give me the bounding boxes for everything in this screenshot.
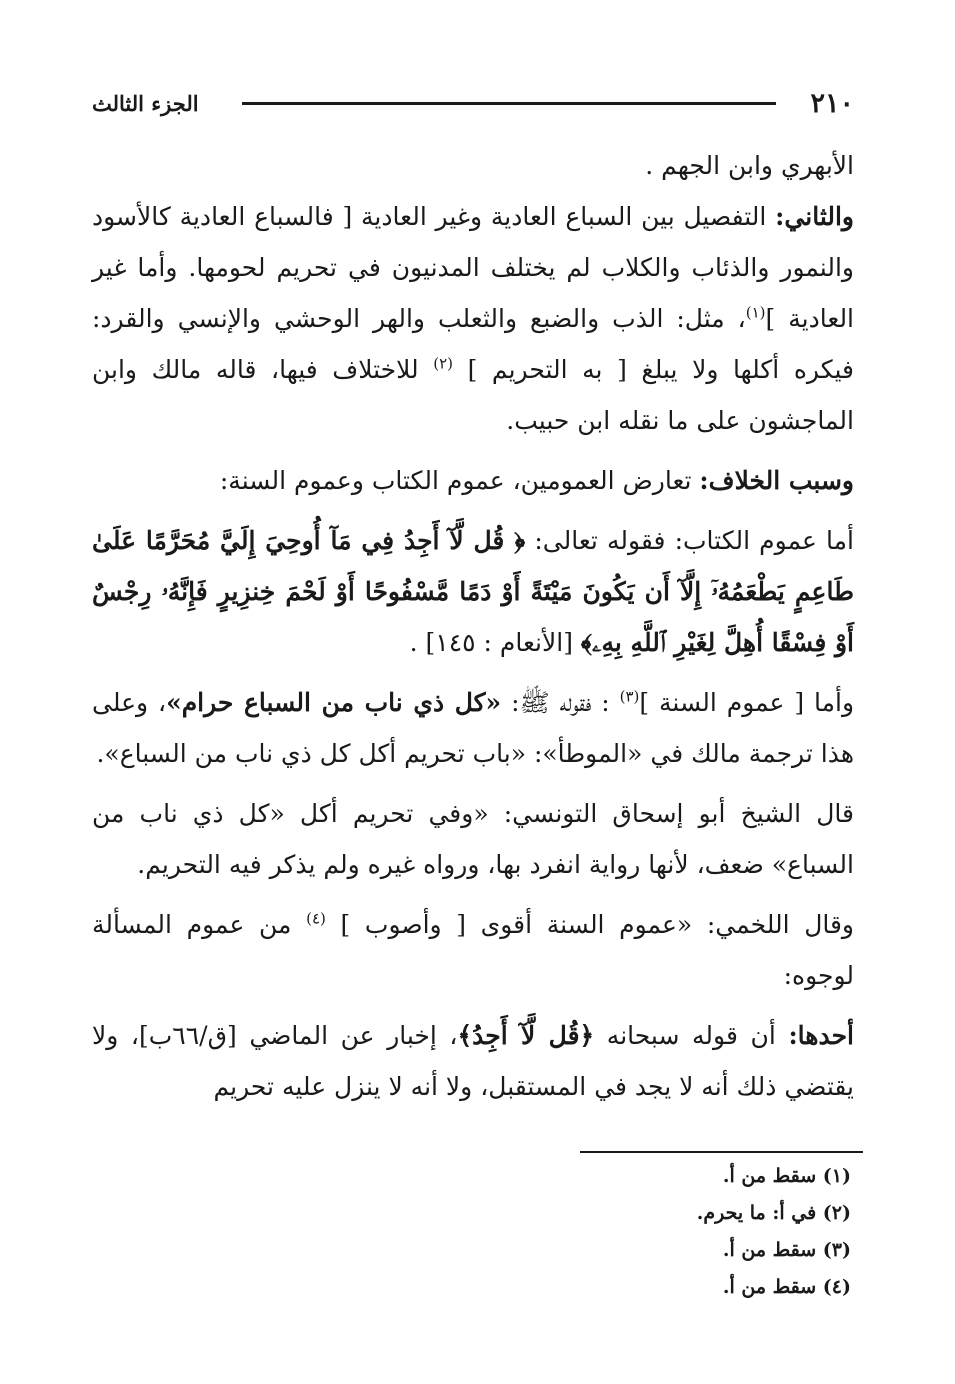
paragraph-8-lead: أحدها: [788, 1021, 854, 1050]
quran-quote-short: ﴿قُل لَّآ أَجِدُ﴾ [457, 1021, 595, 1050]
paragraph-2-text-b: ، مثل: الذب والضبع والثعلب والهر الوحشي والإنسي والقرد: فيكره أكلها ولا يبلغ [ به التحريم ] [92, 304, 855, 384]
paragraph-4-text-b: [الأنعام : ١٤٥] . [409, 628, 581, 657]
footnote-3: (٣) سقط من أ. [722, 1239, 851, 1261]
paragraph-7-text-b: من عموم المسألة لوجوه: [92, 910, 854, 990]
footnote-2: (٢) في أ: ما يحرم. [696, 1202, 851, 1224]
paragraph-3-lead: وسبب الخلاف: [699, 466, 854, 495]
footnote-4: (٤) سقط من أ. [722, 1276, 851, 1298]
footnote-marker-4[interactable]: (٤) [306, 909, 326, 928]
paragraph-4-text-a: أما عموم الكتاب: فقوله تعالى: [525, 526, 854, 555]
paragraph-7-text-a: وقال اللخمي: «عموم السنة أقوى [ وأصوب ] [325, 910, 855, 939]
paragraph-2-text-a: التفصيل بين السباع العادية وغير العادية [ فالسباع العادية كالأسود والنمور والذئاب والكلاب لم يختلف المدنيون في تحريم لحومها. وأما غير العادية ] [92, 202, 855, 333]
header-rule [242, 102, 776, 105]
paragraph-4 [92, 515, 854, 668]
paragraph-2-lead: والثاني: [775, 202, 854, 231]
footnote-marker-3[interactable]: (٣) [619, 687, 640, 706]
paragraph-3-text: تعارض العمومين، عموم الكتاب وعموم السنة: [219, 466, 700, 495]
footnote-1: (١) سقط من أ. [722, 1165, 851, 1187]
paragraph-8 [92, 1010, 854, 1112]
main-text [92, 140, 854, 1121]
paragraph-2 [92, 191, 854, 446]
footnotes [491, 1158, 851, 1306]
paragraph-5-text-c: ، وعلى هذا ترجمة مالك في «الموطأ»: «باب تحريم أكل كل ذي ناب من السباع». [92, 688, 854, 768]
paragraph-2-text-c: للاختلاف فيها، قاله مالك وابن الماجشون على ما نقله ابن حبيب. [92, 355, 854, 435]
footnote-marker-1[interactable]: (١) [745, 303, 766, 322]
paragraph-7 [92, 899, 854, 1001]
paragraph-5 [92, 677, 854, 779]
paragraph-5-text-a: وأما [ عموم السنة ] [639, 688, 855, 717]
footnote-rule [580, 1151, 863, 1153]
paragraph-1: الأبهري وابن الجهم . [645, 151, 854, 180]
paragraph-8-text-a: أن قوله سبحانه [594, 1021, 789, 1050]
page-header [92, 86, 854, 122]
footnote-marker-2[interactable]: (٢) [433, 354, 454, 373]
paragraph-3 [92, 455, 854, 506]
paragraph-8-text-b: ، إخبار عن الماضي [ق/٦٦ب]، ولا يقتضي ذلك أنه لا يجد في المستقبل، ولا أنه لا ينزل عليه تحريم [92, 1021, 854, 1101]
quran-verse: ﴿ قُل لَّآ أَجِدُ فِي مَآ أُوحِيَ إِلَيَّ مُحَرَّمًا عَلَىٰ طَاعِمٍ يَطْعَمُهُۥٓ إِلَّآ أَن يَكُونَ مَيْتَةً أَوْ دَمًا مَّسْفُوحًا أَوْ لَحْمَ خِنزِيرٍ فَإِنَّهُۥ رِجْسٌ أَوْ فِسْقًا أُهِلَّ لِغَيْرِ ٱللَّهِ بِهِۦ﴾ [92, 526, 854, 657]
paragraph-6: قال الشيخ أبو إسحاق التونسي: «وفي تحريم أكل «كل ذي ناب من السباع» ضعف، لأنها رواية انفرد بها، ورواه غيره ولم يذكر فيه التحريم. [92, 799, 854, 879]
paragraph-5-text-b: : فقوله ﷺ: [501, 688, 620, 717]
part-title: الجزء الثالث [92, 91, 199, 116]
page-number: ٢١٠ [810, 88, 854, 119]
hadith-quote: «كل ذي ناب من السباع حرام» [166, 688, 502, 717]
